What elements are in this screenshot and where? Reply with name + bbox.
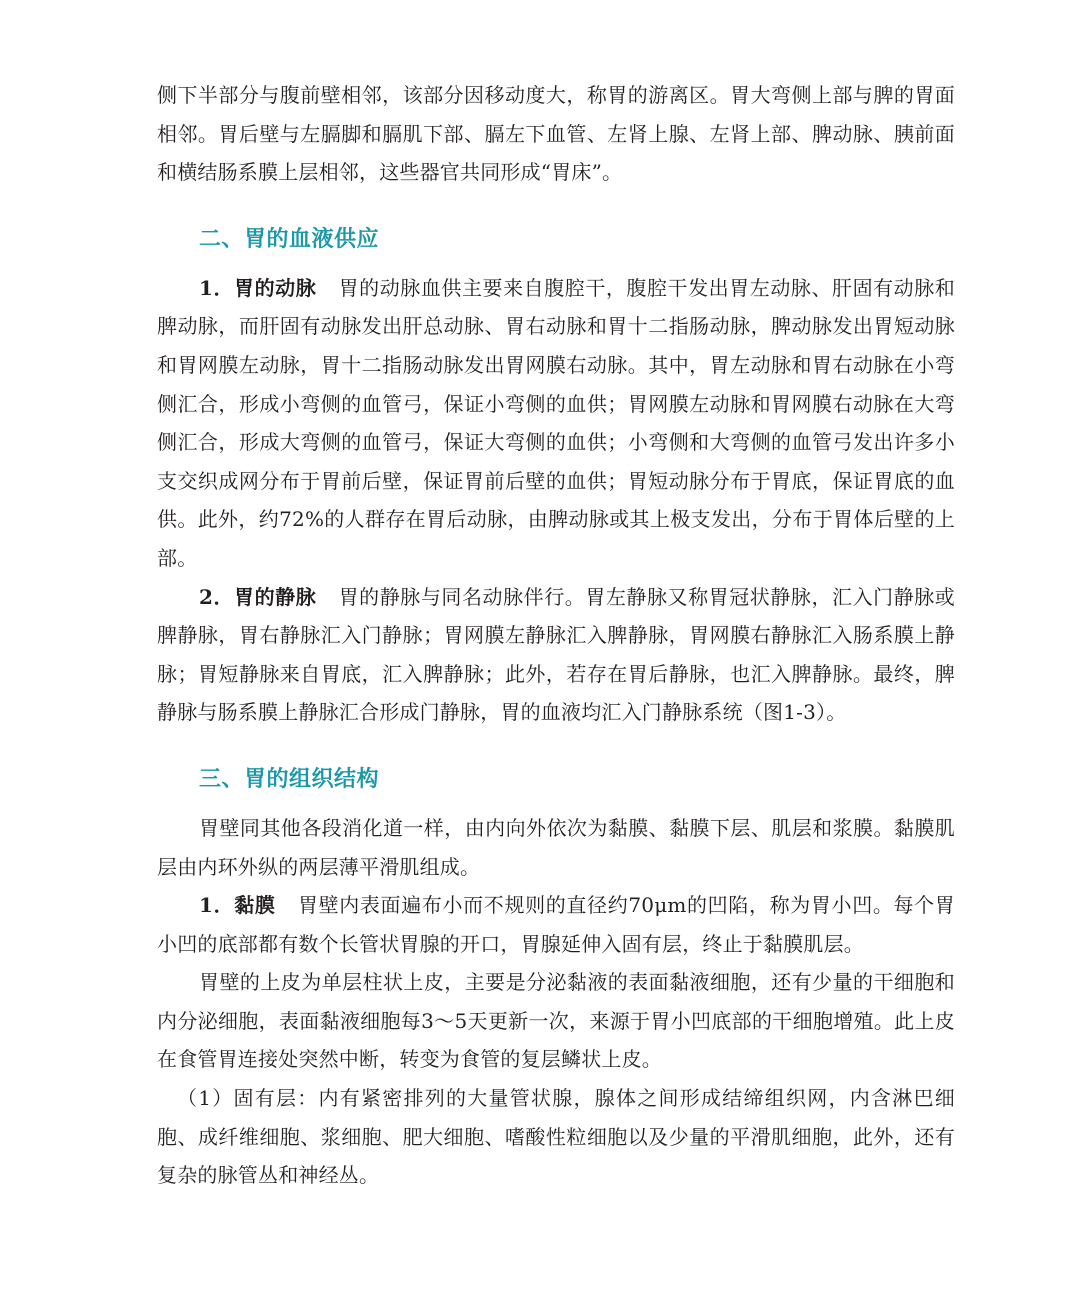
heading-blood-supply: 二、胃的血液供应 <box>199 226 380 252</box>
document-page <box>157 76 955 1195</box>
heading-histology: 三、胃的组织结构 <box>199 766 380 792</box>
paragraph-artery <box>157 269 955 578</box>
vein-text: 胃的静脉与同名动脉伴行。胃左静脉又称胃冠状静脉，汇入门静脉或脾静脉，胃右静脉汇入门静脉；胃网膜左静脉汇入脾静脉，胃网膜右静脉汇入肠系膜上静脉；胃短静脉来自胃底，汇入脾静脉；此外，若存在胃后静脉，也汇入脾静脉。最终，脾静脉与肠系膜上静脉汇合形成门静脉，胃的血液均汇入门静脉系统（图1-3）。 <box>157 584 955 725</box>
artery-text: 胃的动脉血供主要来自腹腔干，腹腔干发出胃左动脉、肝固有动脉和脾动脉，而肝固有动脉发出肝总动脉、胃右动脉和胃十二指肠动脉，脾动脉发出胃短动脉和胃网膜左动脉，胃十二指肠动脉发出胃网膜右动脉。其中，胃左动脉和胃右动脉在小弯侧汇合，形成小弯侧的血管弓，保证小弯侧的血供；胃网膜左动脉和胃网膜右动脉在大弯侧汇合，形成大弯侧的血管弓，保证大弯侧的血供；小弯侧和大弯侧的血管弓发出许多小支交织成网分布于胃前后壁，保证胃前后壁的血供；胃短动脉分布于胃底，保证胃底的血供。此外，约72%的人群存在胃后动脉，由脾动脉或其上极支发出，分布于胃体后壁的上部。 <box>157 275 955 570</box>
paragraph-wall: 胃壁同其他各段消化道一样，由内向外依次为黏膜、黏膜下层、肌层和浆膜。黏膜肌层由内环外纵的两层薄平滑肌组成。 <box>157 815 955 879</box>
term-mucosa: 1．黏膜 <box>199 893 276 918</box>
paragraph-vein <box>157 578 955 732</box>
paragraph-intro: 侧下半部分与腹前壁相邻，该部分因移动度大，称胃的游离区。胃大弯侧上部与脾的胃面相邻。胃后壁与左膈脚和膈肌下部、膈左下血管、左肾上腺、左肾上部、脾动脉、胰前面和横结肠系膜上层相邻，这些器官共同形成“胃床”。 <box>157 83 955 185</box>
mucosa-text: 胃壁内表面遍布小而不规则的直径约70μm的凹陷，称为胃小凹。每个胃小凹的底部都有数个长管状胃腺的开口，胃腺延伸入固有层，终止于黏膜肌层。 <box>157 893 955 956</box>
paragraph-mucosa <box>157 886 955 963</box>
term-artery: 1．胃的动脉 <box>199 275 317 300</box>
paragraph-lamina-propria: （1）固有层：内有紧密排列的大量管状腺，腺体之间形成结缔组织网，内含淋巴细胞、成纤维细胞、浆细胞、肥大细胞、嗜酸性粒细胞以及少量的平滑肌细胞，此外，还有复杂的脉管丛和神经丛。 <box>157 1086 955 1188</box>
term-vein: 2．胃的静脉 <box>199 584 317 609</box>
paragraph-epithelium: 胃壁的上皮为单层柱状上皮，主要是分泌黏液的表面黏液细胞，还有少量的干细胞和内分泌细胞，表面黏液细胞每3～5天更新一次，来源于胃小凹底部的干细胞增殖。此上皮在食管胃连接处突然中断，转变为食管的复层鳞状上皮。 <box>157 970 955 1072</box>
